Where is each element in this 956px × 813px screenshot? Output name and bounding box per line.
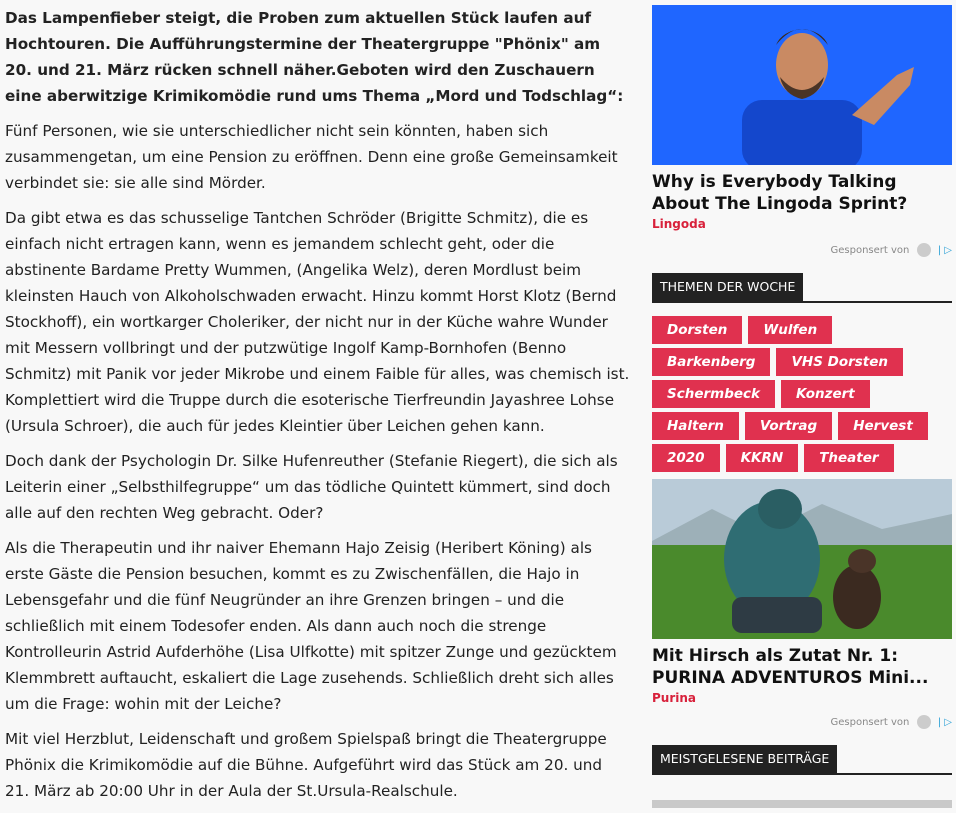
article-paragraph: Als die Therapeutin und ihr naiver Ehemann Hajo Zeisig (Heribert Köning) als erste Gäste die Pension besuchen, kommt es zu Zwischenfällen, die Hajo in Lebensgefahr und die fünf Neugründer an ihre Grenzen bringen – und die schließlich mit einem Todesofer enden. Als dann auch noch die strenge Kontrolleurin Astrid Aufderhöhe (Lisa Ulfkotte) mit spitzer Zunge und gezücktem Klemmbrett auftaucht, eskaliert die Lage zusehends. Schließlich dreht sich alles um die Frage: wohin mit der Leiche? [5,539,617,713]
tag-schermbeck[interactable]: Schermbeck [652,380,775,408]
adchoices-icon[interactable]: | ▷ [937,717,952,728]
sidebar [652,5,952,775]
sponsored-label [652,243,952,259]
tag-list [652,316,952,472]
article-body [5,5,630,813]
ad-image-woman-with-dog[interactable] [652,479,952,639]
tag-vhs-dorsten[interactable]: VHS Dorsten [776,348,903,376]
outbrain-logo-icon[interactable] [917,715,931,729]
ad-title[interactable]: Why is Everybody Talking About The Lingoda Sprint? [652,172,908,214]
ad-brand[interactable]: Lingoda [652,217,706,231]
tag-vortrag[interactable]: Vortrag [745,412,832,440]
article-paragraph: Mit viel Herzblut, Leidenschaft und großem Spielspaß bringt die Theatergruppe Phönix die Krimikomödie auf die Bühne. Aufgeführt wird das Stück am 20. und 21. März ab 20:00 Uhr in der Aula der St.Ursula-Realschule. [5,730,607,800]
sponsored-ad-lingoda[interactable] [652,5,952,259]
section-heading-themen [652,273,952,303]
ad-title[interactable]: Mit Hirsch als Zutat Nr. 1: PURINA ADVENTUROS Mini... [652,646,929,688]
section-title: THEMEN DER WOCHE [652,273,803,301]
adchoices-icon[interactable]: | ▷ [937,245,952,256]
sponsored-label [652,715,952,731]
tag-2020[interactable]: 2020 [652,444,720,472]
outbrain-logo-icon[interactable] [917,243,931,257]
sponsored-text: Gesponsert von [830,245,910,256]
sponsored-ad-purina[interactable] [652,479,952,731]
tag-theater[interactable]: Theater [804,444,893,472]
article-paragraph: Fünf Personen, wie sie unterschiedlicher nicht sein könnten, haben sich zusammengetan, um eine Pension zu eröffnen. Denn eine große Gemeinsamkeit verbindet sie: sie alle sind Mörder. [5,122,618,192]
tag-hervest[interactable]: Hervest [838,412,928,440]
tag-wulfen[interactable]: Wulfen [748,316,832,344]
next-article-thumbnail[interactable] [652,800,952,808]
ad-brand[interactable]: Purina [652,691,697,705]
article-paragraph: Da gibt etwa es das schusselige Tantchen Schröder (Brigitte Schmitz), die es einfach nicht ertragen kann, wenn es jemandem schlecht geht, oder die abstinente Bardame Pretty Wummen, (Angelika Welz), deren Mordlust beim kleinsten Hauch von Alkoholschwaden erwacht. Hinzu kommt Horst Klotz (Bernd Stockhoff), ein wortkarger Choleriker, der nicht nur in der Küche wahre Wunder mit Messern vollbringt und der putzwütige Ingolf Kamp-Bornhofen (Benno Schmitz) mit Panik vor jeder Mikrobe und einem Faible für alles, was chemisch ist. Komplettiert wird die Truppe durch die esoterische Tierfreundin Jayashree Lohse (Ursula Schroer), die auch für jedes Kleintier über Leichen gehen kann. [5,209,630,435]
tag-kkrn[interactable]: KKRN [726,444,799,472]
tag-barkenberg[interactable]: Barkenberg [652,348,770,376]
tag-dorsten[interactable]: Dorsten [652,316,742,344]
tag-haltern[interactable]: Haltern [652,412,739,440]
section-title: MEISTGELESENE BEITRÄGE [652,745,837,773]
article-lead: Das Lampenfieber steigt, die Proben zum aktuellen Stück laufen auf Hochtouren. Die Aufführungstermine der Theatergruppe "Phönix" am 20. und 21. März rücken schnell näher.Geboten wird den Zuschauern eine aberwitzige Krimikomödie rund ums Thema „Mord und Todschlag“: [5,9,624,105]
ad-image-man-pointing[interactable] [652,5,952,165]
article-paragraph: Doch dank der Psychologin Dr. Silke Hufenreuther (Stefanie Riegert), die sich als Leiterin einer „Selbsthilfegruppe“ um das tödliche Quintett kümmert, sind doch alle auf den rechten Weg gebracht. Oder? [5,452,618,522]
section-heading-meistgelesen [652,745,952,775]
sponsored-text: Gesponsert von [830,717,910,728]
tag-konzert[interactable]: Konzert [781,380,870,408]
